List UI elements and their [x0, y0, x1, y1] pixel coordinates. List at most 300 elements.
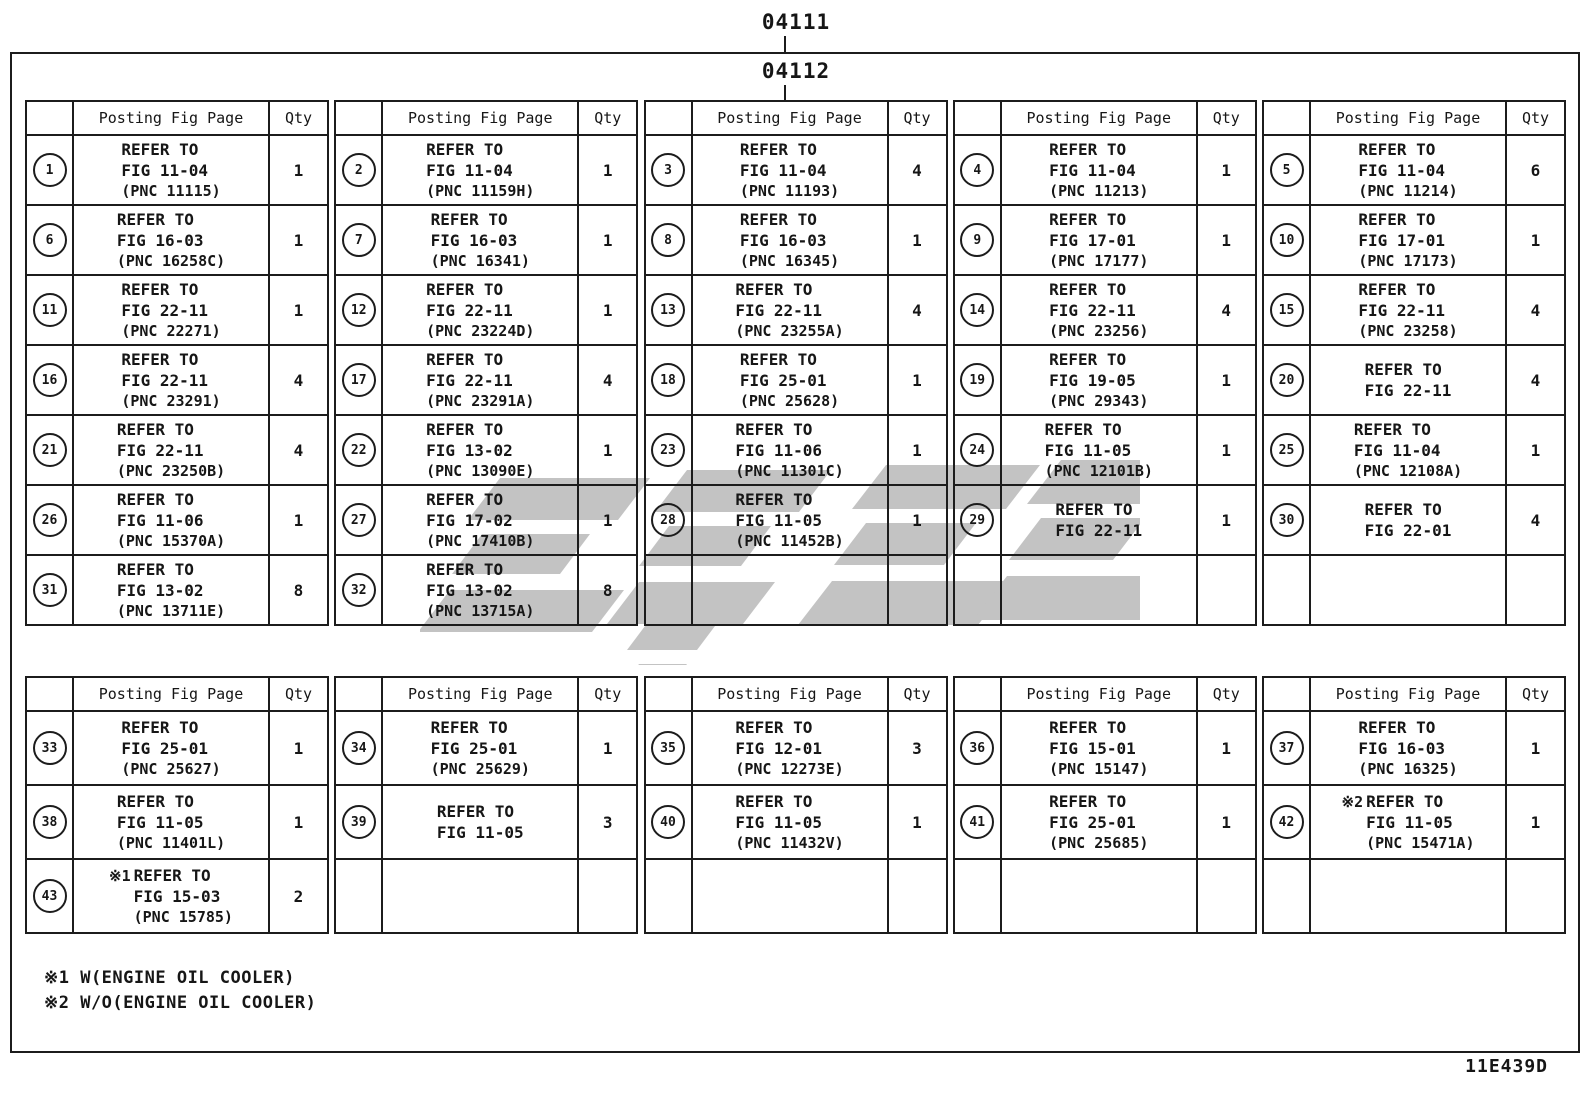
refer-line: REFER TO	[735, 279, 813, 299]
circled-item-number: 38	[33, 805, 67, 839]
refer-line: FIG 16-03	[430, 230, 518, 250]
fig-ref-text	[121, 139, 220, 202]
refer-line: FIG 13-02	[426, 580, 513, 600]
item-number-cell	[1264, 414, 1309, 484]
fig-ref-text	[117, 419, 225, 482]
posting-fig-ref-cell	[691, 274, 887, 344]
pnc-line: (PNC 25629)	[430, 759, 530, 778]
pnc-line: (PNC 23291A)	[426, 391, 535, 410]
document-code: 11E439D	[1465, 1056, 1548, 1077]
pnc-line: (PNC 22271)	[121, 321, 221, 340]
qty-value-cell: 1	[1505, 784, 1564, 858]
refer-line: FIG 16-03	[739, 230, 827, 250]
posting-fig-ref-cell	[381, 858, 577, 932]
posting-fig-ref-cell	[381, 484, 577, 554]
refer-line: FIG 11-05	[735, 510, 823, 530]
refer-line: REFER TO	[739, 349, 817, 369]
posting-fig-ref-cell	[691, 204, 887, 274]
pnc-line: (PNC 13090E)	[426, 461, 535, 480]
posting-fig-ref-cell	[72, 484, 268, 554]
circled-item-number: 6	[33, 223, 67, 257]
circled-item-number: 22	[342, 433, 376, 467]
posting-fig-ref-cell	[1000, 858, 1196, 932]
item-number-cell	[336, 554, 381, 624]
circled-item-number: 10	[1270, 223, 1304, 257]
circled-item-number: 39	[342, 805, 376, 839]
pnc-line: (PNC 17410B)	[426, 531, 535, 550]
refer-line: REFER TO	[1358, 139, 1436, 159]
qty-value-cell: 1	[1196, 484, 1255, 554]
circled-item-number: 21	[33, 433, 67, 467]
fig-ref-text	[740, 139, 839, 202]
qty-value-cell	[1196, 554, 1255, 624]
posting-fig-ref-cell	[1000, 784, 1196, 858]
col-header-blank	[336, 678, 381, 710]
col-header-qty: Qty	[268, 678, 327, 710]
col-header-posting-fig-page: Posting Fig Page	[381, 102, 577, 134]
refer-line: REFER TO	[1358, 717, 1436, 737]
qty-value-cell: 3	[577, 784, 636, 858]
pnc-line: (PNC 17173)	[1358, 251, 1458, 270]
fig-ref-text	[735, 419, 843, 482]
part-code-04111: 04111	[761, 10, 831, 34]
qty-value-cell: 1	[268, 134, 327, 204]
refer-line: REFER TO	[739, 139, 817, 159]
item-number-cell	[955, 710, 1000, 784]
fig-ref-text	[121, 349, 220, 412]
col-header-qty: Qty	[1505, 102, 1564, 134]
refer-line: FIG 22-11	[735, 300, 823, 320]
refer-line: FIG 15-01	[1049, 738, 1136, 758]
qty-value-cell: 6	[1505, 134, 1564, 204]
refer-line: FIG 22-11	[1364, 381, 1452, 400]
part-code-04112: 04112	[761, 59, 831, 83]
refer-line: REFER TO	[1364, 360, 1442, 379]
qty-value-cell	[887, 858, 946, 932]
posting-fig-ref-cell	[691, 414, 887, 484]
pnc-line: (PNC 23256)	[1049, 321, 1149, 340]
circled-item-number: 13	[651, 293, 685, 327]
fig-ref-text	[134, 865, 233, 928]
item-number-cell	[27, 554, 72, 624]
qty-value-cell: 2	[268, 858, 327, 932]
fig-ref-text	[121, 717, 220, 780]
fig-ref-text	[1045, 419, 1153, 482]
refer-line: FIG 22-11	[1055, 521, 1143, 540]
refer-line: FIG 11-05	[1366, 812, 1453, 832]
parts-column-group	[953, 100, 1257, 626]
col-header-posting-fig-page: Posting Fig Page	[72, 678, 268, 710]
refer-line: REFER TO	[735, 489, 813, 509]
item-number-cell	[646, 484, 691, 554]
refer-line: FIG 22-11	[116, 440, 204, 460]
fig-ref-text	[1365, 359, 1452, 401]
qty-value-cell: 4	[268, 344, 327, 414]
qty-value-cell: 1	[1196, 134, 1255, 204]
circled-item-number: 42	[1270, 805, 1304, 839]
qty-value-cell	[1505, 858, 1564, 932]
refer-line: FIG 15-03	[133, 886, 221, 906]
item-number-cell	[27, 484, 72, 554]
posting-fig-ref-cell	[1309, 274, 1505, 344]
qty-value-cell: 1	[268, 710, 327, 784]
col-header-posting-fig-page: Posting Fig Page	[381, 678, 577, 710]
posting-fig-ref-cell	[691, 554, 887, 624]
fig-ref-text	[740, 349, 839, 412]
circled-item-number: 3	[651, 153, 685, 187]
fig-ref-text	[117, 489, 225, 552]
pnc-line: (PNC 12273E)	[735, 759, 844, 778]
posting-fig-ref-cell	[381, 784, 577, 858]
qty-value-cell: 1	[268, 274, 327, 344]
refer-line: REFER TO	[1364, 500, 1442, 519]
circled-item-number: 16	[33, 363, 67, 397]
refer-line: REFER TO	[116, 489, 194, 509]
qty-value-cell	[577, 858, 636, 932]
parts-column-group	[1262, 100, 1566, 626]
refer-line: FIG 11-06	[116, 510, 204, 530]
refer-line: FIG 11-05	[1044, 440, 1132, 460]
posting-fig-ref-cell	[1309, 134, 1505, 204]
col-header-blank	[955, 102, 1000, 134]
circled-item-number: 18	[651, 363, 685, 397]
fig-ref-text	[1049, 139, 1148, 202]
fig-ref-text	[1055, 499, 1142, 541]
refer-line: FIG 22-11	[121, 300, 209, 320]
item-number-cell	[955, 274, 1000, 344]
refer-line: FIG 11-04	[1049, 160, 1136, 180]
pnc-line: (PNC 11213)	[1049, 181, 1149, 200]
footnote-2: ※2 W/O(ENGINE OIL COOLER)	[44, 993, 317, 1013]
refer-line: REFER TO	[739, 209, 817, 229]
circled-item-number: 37	[1270, 731, 1304, 765]
refer-line: FIG 16-03	[1358, 738, 1446, 758]
circled-item-number: 41	[960, 805, 994, 839]
circled-item-number: 40	[651, 805, 685, 839]
circled-item-number: 24	[960, 433, 994, 467]
pnc-line: (PNC 17177)	[1049, 251, 1149, 270]
fig-ref-text	[426, 139, 534, 202]
fig-ref-text	[1049, 791, 1148, 854]
item-number-cell	[955, 134, 1000, 204]
col-header-blank	[27, 102, 72, 134]
circled-item-number: 12	[342, 293, 376, 327]
posting-fig-ref-cell	[1000, 134, 1196, 204]
col-header-qty: Qty	[887, 678, 946, 710]
qty-value-cell: 1	[1196, 344, 1255, 414]
fig-ref-text	[1358, 209, 1457, 272]
circled-item-number: 32	[342, 573, 376, 607]
footnote-marker: ※1	[109, 867, 131, 885]
qty-value-cell: 1	[577, 204, 636, 274]
fig-ref-text	[426, 349, 534, 412]
refer-line: FIG 11-05	[436, 823, 524, 842]
circled-item-number: 33	[33, 731, 67, 765]
circled-item-number: 5	[1270, 153, 1304, 187]
refer-line: FIG 17-01	[1049, 230, 1136, 250]
fig-ref-text	[735, 489, 843, 552]
refer-line: REFER TO	[1358, 209, 1436, 229]
circled-item-number: 25	[1270, 433, 1304, 467]
posting-fig-ref-cell	[381, 344, 577, 414]
refer-line: REFER TO	[426, 419, 504, 439]
circled-item-number: 9	[960, 223, 994, 257]
col-header-posting-fig-page: Posting Fig Page	[72, 102, 268, 134]
fig-ref-text	[1358, 139, 1457, 202]
qty-value-cell: 4	[887, 274, 946, 344]
refer-line: REFER TO	[735, 791, 813, 811]
item-number-cell	[336, 858, 381, 932]
qty-value-cell: 4	[1196, 274, 1255, 344]
fig-ref-text	[426, 279, 534, 342]
fig-ref-text	[735, 791, 843, 854]
col-header-qty: Qty	[1196, 102, 1255, 134]
col-header-qty: Qty	[1505, 678, 1564, 710]
col-header-blank	[336, 102, 381, 134]
circled-item-number: 15	[1270, 293, 1304, 327]
col-header-qty: Qty	[577, 102, 636, 134]
item-number-cell	[646, 784, 691, 858]
refer-line: REFER TO	[1055, 500, 1133, 519]
item-number-cell	[1264, 858, 1309, 932]
col-header-qty: Qty	[268, 102, 327, 134]
qty-value-cell: 1	[1196, 204, 1255, 274]
col-header-qty: Qty	[887, 102, 946, 134]
refer-line: REFER TO	[1049, 139, 1127, 159]
refer-line: FIG 11-04	[426, 160, 513, 180]
circled-item-number: 1	[33, 153, 67, 187]
posting-fig-ref-cell	[1309, 784, 1505, 858]
refer-line: REFER TO	[1049, 791, 1127, 811]
circled-item-number: 36	[960, 731, 994, 765]
item-number-cell	[27, 784, 72, 858]
col-header-posting-fig-page: Posting Fig Page	[1309, 678, 1505, 710]
col-header-posting-fig-page: Posting Fig Page	[691, 102, 887, 134]
qty-value-cell: 4	[268, 414, 327, 484]
refer-line: REFER TO	[426, 489, 504, 509]
posting-fig-ref-cell	[1309, 204, 1505, 274]
fig-ref-text	[431, 717, 530, 780]
qty-value-cell: 1	[577, 484, 636, 554]
reference-table-upper	[25, 100, 1566, 626]
posting-fig-ref-cell	[1309, 554, 1505, 624]
posting-fig-ref-cell	[1309, 414, 1505, 484]
qty-value-cell: 1	[268, 204, 327, 274]
pnc-line: (PNC 25627)	[121, 759, 221, 778]
qty-value-cell: 1	[887, 344, 946, 414]
circled-item-number: 19	[960, 363, 994, 397]
refer-line: REFER TO	[121, 279, 199, 299]
refer-line: REFER TO	[735, 717, 813, 737]
qty-value-cell: 4	[1505, 484, 1564, 554]
qty-value-cell: 8	[577, 554, 636, 624]
parts-column-group	[334, 100, 638, 626]
posting-fig-ref-cell	[72, 204, 268, 274]
refer-line: FIG 25-01	[121, 738, 209, 758]
posting-fig-ref-cell	[1309, 484, 1505, 554]
fig-ref-text	[1049, 209, 1148, 272]
posting-fig-ref-cell	[1000, 710, 1196, 784]
fig-ref-text	[426, 419, 534, 482]
pnc-line: (PNC 11159H)	[426, 181, 535, 200]
pnc-line: (PNC 13715A)	[426, 601, 535, 620]
qty-value-cell: 4	[577, 344, 636, 414]
circled-item-number: 31	[33, 573, 67, 607]
posting-fig-ref-cell	[691, 710, 887, 784]
pnc-line: (PNC 23255A)	[735, 321, 844, 340]
item-number-cell	[1264, 784, 1309, 858]
posting-fig-ref-cell	[72, 344, 268, 414]
reference-table-lower	[25, 676, 1566, 934]
item-number-cell	[1264, 344, 1309, 414]
posting-fig-ref-cell	[1000, 414, 1196, 484]
item-number-cell	[27, 710, 72, 784]
fig-ref-text	[1365, 499, 1452, 541]
circled-item-number: 14	[960, 293, 994, 327]
circled-item-number: 30	[1270, 503, 1304, 537]
pnc-line: (PNC 11432V)	[735, 833, 844, 852]
posting-fig-ref-cell	[1000, 554, 1196, 624]
posting-fig-ref-cell	[381, 134, 577, 204]
fig-ref-text	[1049, 717, 1148, 780]
pnc-line: (PNC 16345)	[739, 251, 840, 270]
fig-ref-text	[735, 717, 843, 780]
col-header-blank	[1264, 678, 1309, 710]
qty-value-cell: 1	[1196, 414, 1255, 484]
posting-fig-ref-cell	[691, 344, 887, 414]
item-number-cell	[336, 274, 381, 344]
refer-line: REFER TO	[430, 717, 508, 737]
pnc-line: (PNC 11301C)	[735, 461, 844, 480]
fig-ref-text	[121, 279, 220, 342]
qty-value-cell: 1	[887, 204, 946, 274]
circled-item-number: 2	[342, 153, 376, 187]
pnc-line: (PNC 16258C)	[116, 251, 226, 270]
refer-line: REFER TO	[735, 419, 813, 439]
posting-fig-ref-cell	[1309, 344, 1505, 414]
item-number-cell	[1264, 710, 1309, 784]
pnc-line: (PNC 15471A)	[1366, 833, 1475, 852]
refer-line: REFER TO	[426, 279, 504, 299]
pnc-line: (PNC 25685)	[1049, 833, 1149, 852]
fig-ref-text	[1354, 419, 1462, 482]
pnc-line: (PNC 13711E)	[116, 601, 226, 620]
qty-value-cell: 1	[887, 414, 946, 484]
fig-ref-text	[437, 801, 524, 843]
refer-line: FIG 22-11	[1049, 300, 1136, 320]
refer-line: FIG 22-11	[426, 300, 513, 320]
pnc-line: (PNC 23258)	[1358, 321, 1458, 340]
item-number-cell	[336, 204, 381, 274]
leader-tick-04111	[784, 36, 786, 52]
pnc-line: (PNC 23291)	[121, 391, 221, 410]
pnc-line: (PNC 11214)	[1358, 181, 1458, 200]
col-header-blank	[27, 678, 72, 710]
item-number-cell	[646, 134, 691, 204]
item-number-cell	[646, 274, 691, 344]
posting-fig-ref-cell	[691, 134, 887, 204]
refer-line: FIG 25-01	[1049, 812, 1136, 832]
qty-value-cell: 4	[1505, 274, 1564, 344]
pnc-line: (PNC 12108A)	[1353, 461, 1463, 480]
qty-value-cell: 4	[1505, 344, 1564, 414]
qty-value-cell: 1	[887, 784, 946, 858]
posting-fig-ref-cell	[691, 858, 887, 932]
fig-ref-text	[1358, 717, 1457, 780]
refer-line: REFER TO	[116, 209, 194, 229]
item-number-cell	[646, 858, 691, 932]
posting-fig-ref-cell	[381, 710, 577, 784]
posting-fig-ref-cell	[72, 784, 268, 858]
refer-line: REFER TO	[1044, 419, 1122, 439]
circled-item-number: 26	[33, 503, 67, 537]
circled-item-number: 20	[1270, 363, 1304, 397]
refer-line: REFER TO	[116, 791, 194, 811]
refer-line: REFER TO	[426, 139, 504, 159]
col-header-blank	[646, 678, 691, 710]
item-number-cell	[646, 414, 691, 484]
col-header-posting-fig-page: Posting Fig Page	[1309, 102, 1505, 134]
footnote-marker: ※2	[1341, 793, 1364, 811]
qty-value-cell: 1	[268, 484, 327, 554]
item-number-cell	[336, 414, 381, 484]
posting-fig-ref-cell	[1000, 204, 1196, 274]
fig-ref-text	[1366, 791, 1474, 854]
refer-line: REFER TO	[426, 349, 504, 369]
refer-line: REFER TO	[430, 209, 508, 229]
qty-value-cell: 1	[1505, 414, 1564, 484]
posting-fig-ref-cell	[1000, 274, 1196, 344]
fig-ref-text	[426, 489, 534, 552]
item-number-cell	[1264, 134, 1309, 204]
refer-line: REFER TO	[1049, 717, 1127, 737]
item-number-cell	[646, 710, 691, 784]
pnc-line: (PNC 11401L)	[116, 833, 226, 852]
item-number-cell	[336, 134, 381, 204]
item-number-cell	[955, 204, 1000, 274]
refer-line: REFER TO	[1049, 279, 1127, 299]
col-header-qty: Qty	[1196, 678, 1255, 710]
item-number-cell	[336, 784, 381, 858]
pnc-line: (PNC 29343)	[1049, 391, 1149, 410]
fig-ref-text	[1358, 279, 1457, 342]
refer-line: FIG 25-01	[430, 738, 518, 758]
pnc-line: (PNC 25628)	[739, 391, 840, 410]
refer-line: FIG 25-01	[739, 370, 827, 390]
item-number-cell	[646, 344, 691, 414]
fig-ref-text	[426, 559, 534, 622]
refer-line: FIG 17-02	[426, 510, 513, 530]
posting-fig-ref-cell	[72, 858, 268, 932]
qty-value-cell: 1	[887, 484, 946, 554]
posting-fig-ref-cell	[691, 784, 887, 858]
parts-column-group	[644, 100, 948, 626]
qty-value-cell: 4	[887, 134, 946, 204]
parts-column-group	[25, 676, 329, 934]
refer-line: FIG 13-02	[116, 580, 204, 600]
refer-line: FIG 11-04	[1353, 440, 1441, 460]
fig-ref-text	[431, 209, 530, 272]
refer-line: REFER TO	[1049, 209, 1127, 229]
posting-fig-ref-cell	[381, 554, 577, 624]
refer-line: REFER TO	[121, 349, 199, 369]
pnc-line: (PNC 16325)	[1358, 759, 1458, 778]
col-header-blank	[1264, 102, 1309, 134]
qty-value-cell: 1	[577, 134, 636, 204]
circled-item-number: 35	[651, 731, 685, 765]
circled-item-number: 17	[342, 363, 376, 397]
pnc-line: (PNC 12101B)	[1044, 461, 1153, 480]
